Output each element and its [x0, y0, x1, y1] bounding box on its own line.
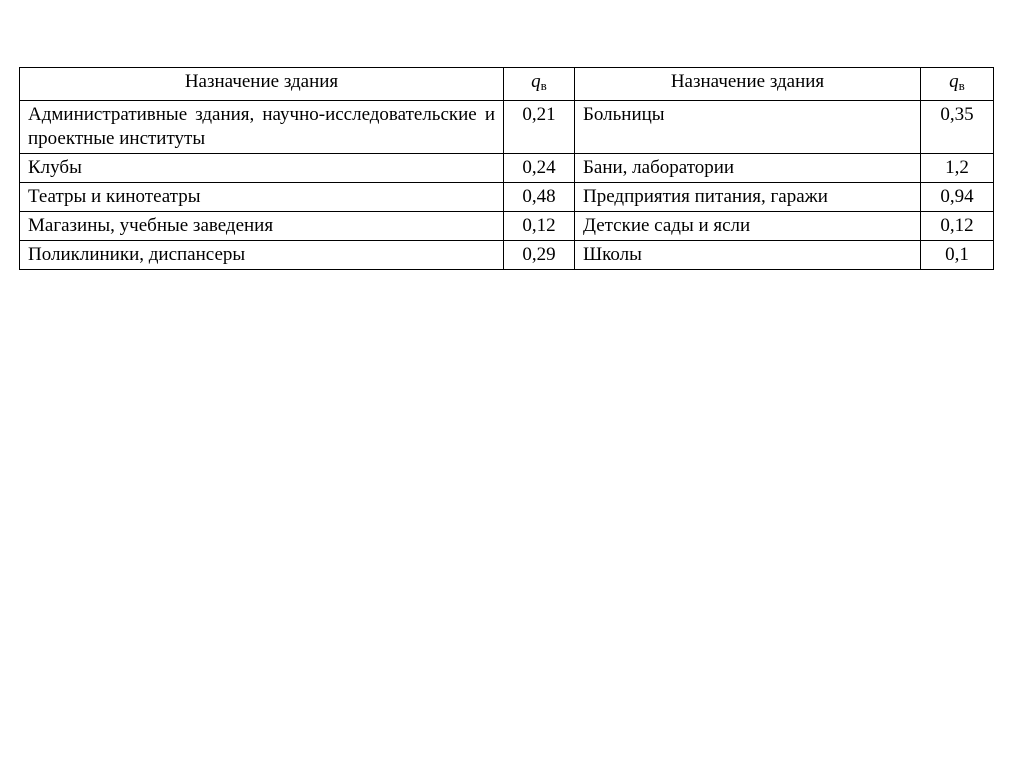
qv-subscript: в	[958, 78, 965, 93]
right-building-name: Детские сады и ясли	[575, 212, 921, 241]
qv-symbol: q	[949, 71, 959, 92]
header-building-purpose-right: Назначение здания	[575, 68, 921, 101]
right-qv-value: 1,2	[921, 154, 994, 183]
left-building-name: Магазины, учебные заведения	[20, 212, 504, 241]
right-qv-value: 0,1	[921, 241, 994, 270]
left-qv-value: 0,29	[504, 241, 575, 270]
right-building-name: Бани, лаборатории	[575, 154, 921, 183]
table-row	[20, 212, 994, 241]
left-building-name: Клубы	[20, 154, 504, 183]
left-building-name: Театры и кинотеатры	[20, 183, 504, 212]
header-qv-right	[921, 68, 994, 101]
right-building-name: Больницы	[575, 101, 921, 154]
header-qv-left	[504, 68, 575, 101]
right-qv-value: 0,94	[921, 183, 994, 212]
table-row	[20, 154, 994, 183]
qv-symbol: q	[531, 71, 541, 92]
left-building-name: Поликлиники, диспансеры	[20, 241, 504, 270]
right-qv-value: 0,12	[921, 212, 994, 241]
right-building-name: Предприятия питания, гаражи	[575, 183, 921, 212]
header-building-purpose-left: Назначение здания	[20, 68, 504, 101]
table-row	[20, 101, 994, 154]
left-qv-value: 0,21	[504, 101, 575, 154]
table-row	[20, 183, 994, 212]
building-heat-coefficient-table	[19, 67, 994, 270]
right-building-name: Школы	[575, 241, 921, 270]
left-qv-value: 0,48	[504, 183, 575, 212]
table-row	[20, 241, 994, 270]
left-qv-value: 0,12	[504, 212, 575, 241]
qv-subscript: в	[540, 78, 547, 93]
table-header-row	[20, 68, 994, 101]
left-building-name: Административные здания, научно-исследовательские и проектные институты	[20, 101, 504, 154]
left-qv-value: 0,24	[504, 154, 575, 183]
right-qv-value: 0,35	[921, 101, 994, 154]
